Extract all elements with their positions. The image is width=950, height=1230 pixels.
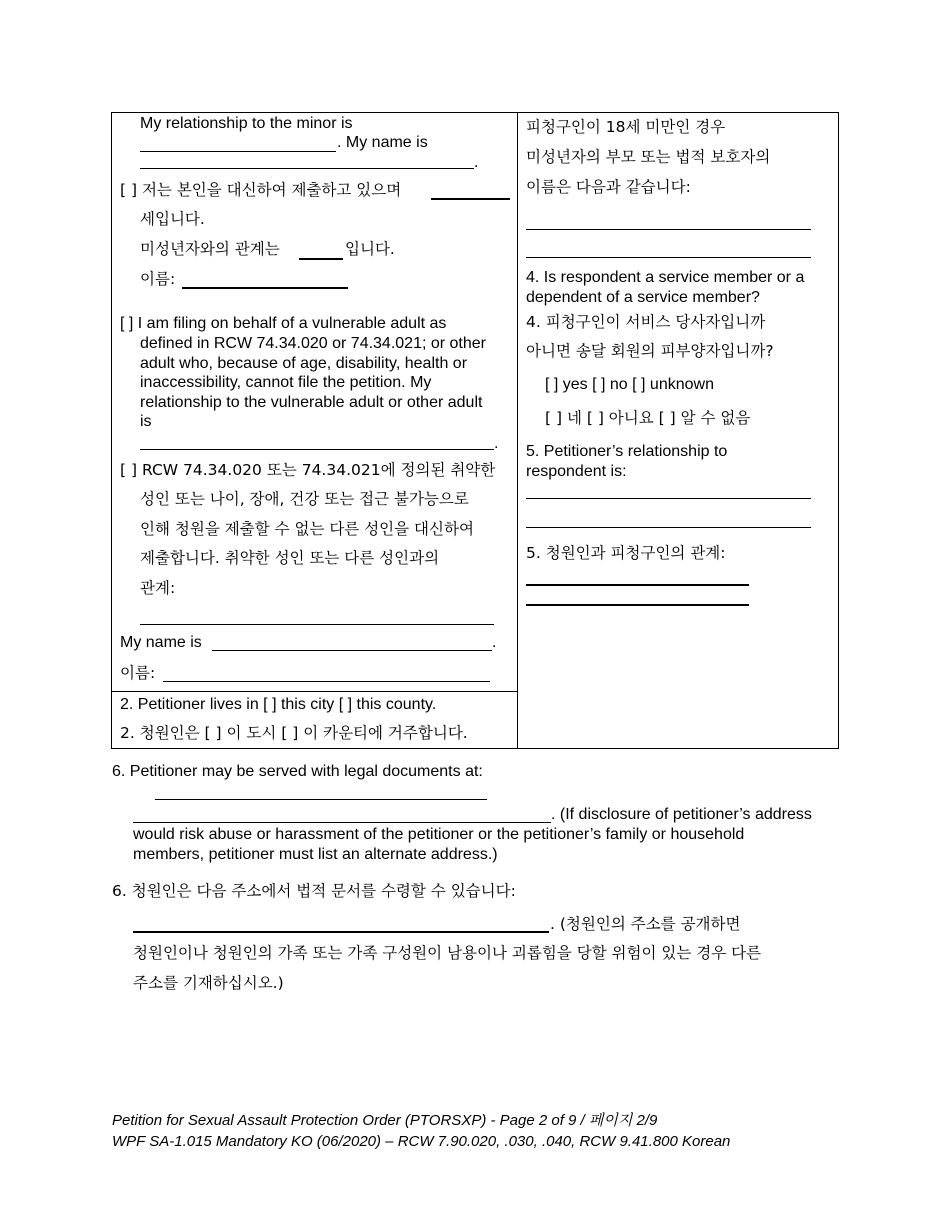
relationship-blank-1[interactable]: [526, 498, 811, 499]
vulnerable-adult-checkbox-text[interactable]: [ ] I am filing on behalf of a vulnerable adult as: [120, 315, 447, 332]
ko-behalf-minor-checkbox-text[interactable]: [ ] 저는 본인을 대신하여 제출하고 있으며: [120, 181, 402, 199]
item6-en-note: members, petitioner must list an alternate address.): [133, 846, 498, 863]
ko-vulnerable-relationship-blank[interactable]: [140, 624, 494, 625]
vulnerable-adult-text: defined in RCW 74.34.020 or 74.34.021; or other: [140, 335, 486, 352]
item6-ko-note: 주소를 기재하십시오.): [133, 974, 284, 992]
my-name-blank-2[interactable]: [212, 650, 492, 651]
vulnerable-adult-text: is: [140, 413, 152, 430]
period: .: [494, 435, 499, 452]
address-blank-1[interactable]: [155, 799, 487, 800]
ko-name-blank-2[interactable]: [163, 681, 490, 682]
item6-ko-note: . (청원인의 주소를 공개하면: [550, 915, 741, 933]
ko-name-label: 이름:: [140, 270, 176, 288]
ko-relationship-suffix: 입니다.: [345, 240, 395, 258]
item4-ko: 4. 피청구인이 서비스 당사자입니까: [526, 313, 766, 331]
item6-en-note: . (If disclosure of petitioner’s address: [551, 806, 812, 823]
item6-en-note: would risk abuse or harassment of the petitioner or the petitioner’s family or household: [133, 826, 745, 843]
ko-name-label-2: 이름:: [120, 664, 156, 682]
relationship-blank-2[interactable]: [526, 527, 811, 528]
my-name-text: . My name is: [337, 134, 428, 151]
ko-parent-text: 이름은 다음과 같습니다:: [526, 178, 691, 196]
ko-age-suffix: 세입니다.: [140, 210, 205, 228]
ko-relationship-blank[interactable]: [299, 258, 343, 260]
item6-ko-note: 청원인이나 청원인의 가족 또는 가족 구성원이 남용이나 괴롭힘을 당할 위험이 있는 경우 다른: [133, 944, 762, 962]
vulnerable-adult-text: adult who, because of age, disability, health or: [140, 355, 468, 372]
item4-options-en[interactable]: [ ] yes [ ] no [ ] unknown: [545, 376, 714, 393]
ko-relationship-blank-2[interactable]: [526, 604, 749, 606]
item4-options-ko[interactable]: [ ] 네 [ ] 아니요 [ ] 알 수 없음: [545, 409, 751, 427]
period: .: [492, 634, 497, 651]
ko-relationship-blank-1[interactable]: [526, 584, 749, 586]
item2-en[interactable]: 2. Petitioner lives in [ ] this city [ ] this county.: [120, 696, 437, 713]
ko-address-blank[interactable]: [133, 931, 549, 933]
item2-ko[interactable]: 2. 청원인은 [ ] 이 도시 [ ] 이 카운티에 거주합니다.: [120, 724, 468, 742]
footer-title: Petition for Sexual Assault Protection Order (PTORSXP) - Page 2 of 9 / 페이지 2/9: [112, 1112, 658, 1129]
item5-ko: 5. 청원인과 피청구인의 관계:: [526, 544, 726, 562]
item5-en: 5. Petitioner’s relationship to: [526, 443, 728, 460]
parent-name-blank-2[interactable]: [526, 257, 811, 258]
period: .: [474, 154, 479, 171]
item4-ko: 아니면 송달 회원의 피부양자입니까?: [526, 342, 774, 360]
ko-relationship-prefix: 미성년자와의 관계는: [140, 240, 280, 258]
ko-vulnerable-adult-text: 인해 청원을 제출할 수 없는 다른 성인을 대신하여: [140, 520, 474, 538]
ko-age-blank[interactable]: [431, 198, 510, 200]
address-blank-2[interactable]: [133, 822, 551, 823]
item6-en-label: 6. Petitioner may be served with legal documents at:: [112, 763, 483, 780]
ko-vulnerable-adult-text: 관계:: [140, 579, 176, 597]
item6-ko-label: 6. 청원인은 다음 주소에서 법적 문서를 수령할 수 있습니다:: [112, 882, 516, 900]
ko-vulnerable-adult-text: 제출합니다. 취약한 성인 또는 다른 성인과의: [140, 549, 440, 567]
my-name-blank[interactable]: [140, 168, 474, 169]
ko-parent-text: 미성년자의 부모 또는 법적 보호자의: [526, 148, 771, 166]
vulnerable-adult-text: inaccessibility, cannot file the petition. My: [140, 374, 432, 391]
minor-relationship-blank[interactable]: [140, 151, 336, 152]
ko-name-blank[interactable]: [182, 287, 348, 289]
parent-name-blank-1[interactable]: [526, 229, 811, 230]
ko-vulnerable-adult-checkbox-text[interactable]: [ ] RCW 74.34.020 또는 74.34.021에 정의된 취약한: [120, 461, 496, 479]
my-name-label: My name is: [120, 634, 202, 651]
item4-en: 4. Is respondent a service member or a: [526, 269, 805, 286]
ko-parent-text: 피청구인이 18세 미만인 경우: [526, 118, 726, 136]
ko-vulnerable-adult-text: 성인 또는 나이, 장애, 건강 또는 접근 불가능으로: [140, 490, 469, 508]
footer-form-id: WPF SA-1.015 Mandatory KO (06/2020) – RCW 7.90.020, .030, .040, RCW 9.41.800 Korean: [112, 1133, 731, 1150]
vulnerable-relationship-blank[interactable]: [140, 449, 494, 450]
vulnerable-adult-text: relationship to the vulnerable adult or other adult: [140, 394, 483, 411]
item5-en: respondent is:: [526, 463, 627, 480]
item4-en: dependent of a service member?: [526, 289, 760, 306]
minor-relationship-text: My relationship to the minor is: [140, 115, 353, 132]
